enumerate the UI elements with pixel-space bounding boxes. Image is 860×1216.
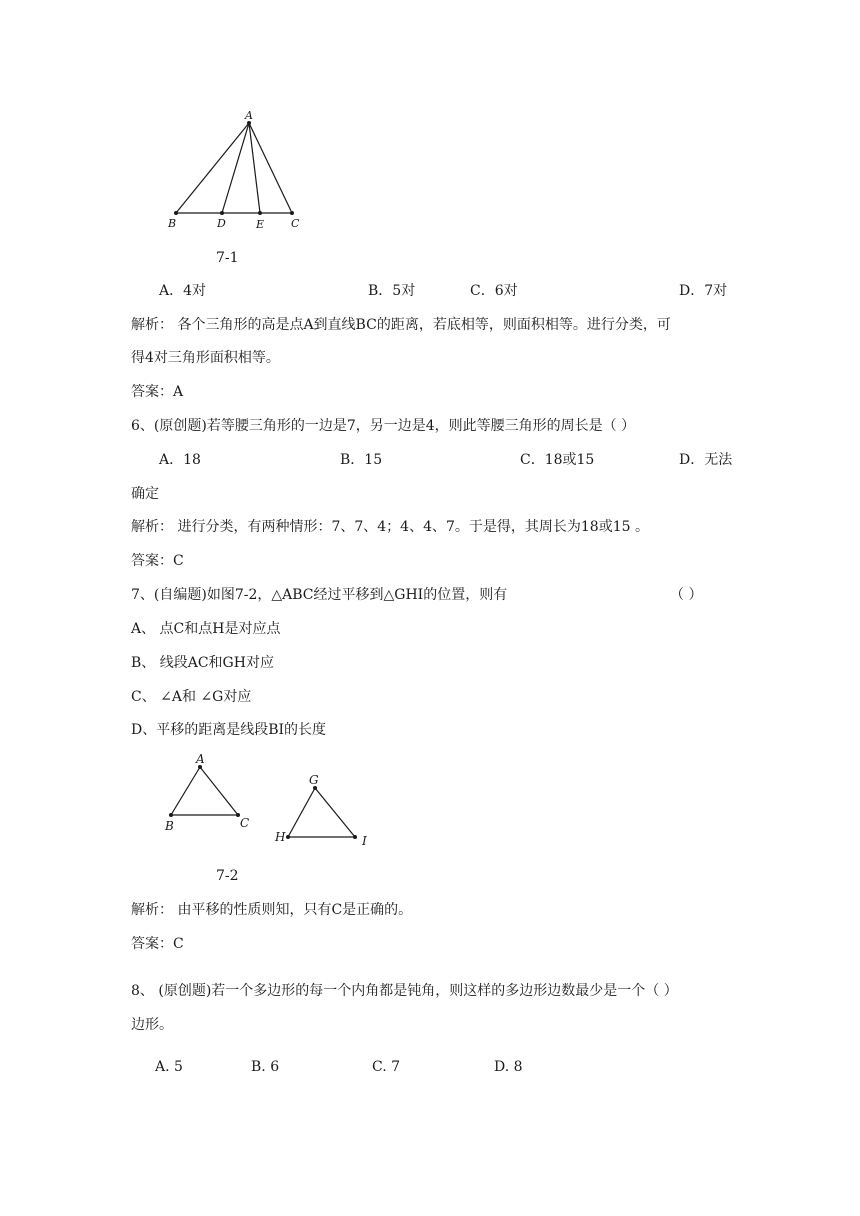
- label-b: B: [168, 217, 177, 230]
- label-i: I: [362, 834, 367, 848]
- label-a2: A: [196, 752, 205, 766]
- q6-question: 6、(原创题)若等腰三角形的一边是7，另一边是4，则此等腰三角形的周长是（ ）: [131, 418, 636, 434]
- q7-option-d: D、平移的距离是线段BI的长度: [131, 722, 327, 738]
- q5-answer: 答案：A: [131, 384, 184, 400]
- q6-option-d: D．无法: [679, 452, 733, 468]
- label-d: D: [217, 217, 226, 230]
- q5-analysis-line1: 解析： 各个三角形的高是点A到直线BC的距离，若底相等，则面积相等。进行分类，可: [131, 317, 671, 333]
- label-c: C: [291, 217, 300, 230]
- q8-question-line1: 8、 (原创题)若一个多边形的每一个内角都是钝角，则这样的多边形边数最少是一个（ ）: [131, 983, 678, 999]
- q5-option-a: A．4对: [159, 283, 207, 299]
- label-a: A: [245, 109, 253, 122]
- q8-question-line2: 边形。: [131, 1017, 173, 1033]
- q6-analysis: 解析： 进行分类，有两种情形：7、7、4；4、4、7。于是得，其周长为18或15 。: [131, 519, 649, 535]
- q7-question: 7、(自编题)如图7-2，△ABC经过平移到△GHI的位置，则有: [131, 587, 508, 603]
- q5-option-d: D．7对: [679, 283, 728, 299]
- q7-bracket: （ ）: [670, 587, 703, 603]
- q5-option-b: B．5对: [368, 283, 416, 299]
- q7-analysis: 解析： 由平移的性质则知，只有C是正确的。: [131, 902, 413, 918]
- figure-7-2: [155, 748, 385, 852]
- figure-7-1-diagram: [160, 108, 310, 236]
- label-h: H: [275, 830, 286, 844]
- figure-7-2-caption: 7-2: [216, 868, 239, 884]
- q6-option-a: A．18: [159, 452, 201, 468]
- q6-option-c: C．18或15: [520, 452, 595, 468]
- q6-option-b: B．15: [340, 452, 383, 468]
- q7-answer: 答案：C: [131, 936, 184, 952]
- q8-option-a: A. 5: [155, 1059, 183, 1075]
- q5-analysis-line2: 得4对三角形面积相等。: [131, 350, 280, 366]
- figure-7-1: [160, 108, 310, 236]
- q5-option-c: C．6对: [470, 283, 518, 299]
- q8-option-c: C. 7: [372, 1059, 401, 1075]
- q7-option-c: C、 ∠A和 ∠G对应: [131, 689, 252, 705]
- q8-option-d: D. 8: [494, 1059, 523, 1075]
- figure-7-2-diagram: [155, 748, 385, 852]
- label-e: E: [256, 218, 265, 231]
- label-b2: B: [165, 819, 174, 833]
- figure-7-1-caption: 7-1: [216, 250, 239, 266]
- q6-option-wrap: 确定: [131, 486, 159, 502]
- q7-option-b: B、 线段AC和GH对应: [131, 655, 274, 671]
- q6-answer: 答案：C: [131, 553, 184, 569]
- q8-option-b: B. 6: [251, 1059, 280, 1075]
- label-c2: C: [240, 816, 250, 830]
- q7-option-a: A、 点C和点H是对应点: [131, 621, 281, 637]
- label-g: G: [309, 773, 319, 787]
